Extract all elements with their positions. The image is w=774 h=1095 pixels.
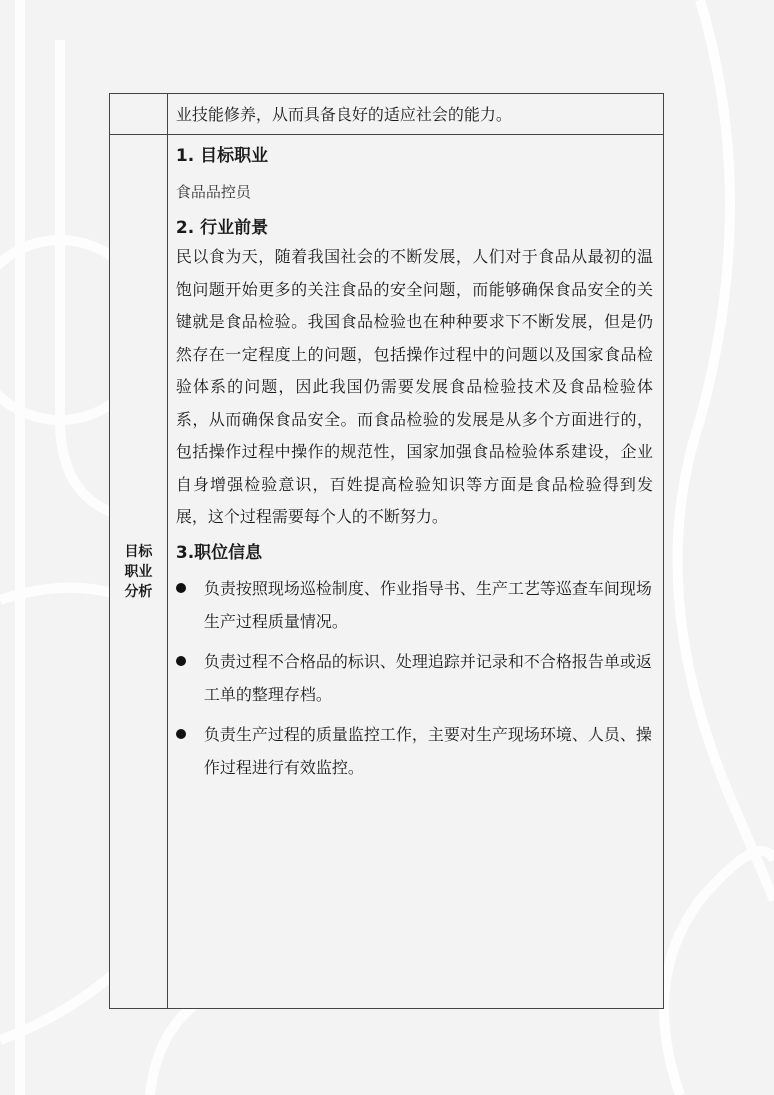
bullet-icon: [176, 656, 186, 666]
row-content: [167, 94, 663, 135]
heading-industry-outlook: 2. 行业前景: [175, 218, 269, 238]
list-item: [176, 718, 653, 784]
table-row: [110, 135, 664, 1009]
list-item: [176, 645, 653, 711]
row-label-empty: [110, 94, 168, 135]
list-item-text: 负责生产过程的质量监控工作，主要对生产现场环境、人员、操作过程进行有效监控。: [203, 724, 652, 777]
bullet-icon: [176, 583, 186, 593]
heading-target-job: 1. 目标职业: [175, 146, 269, 166]
table-row: [110, 94, 664, 135]
info-table: [109, 93, 664, 1009]
section-label: 目标职业分析: [124, 543, 153, 600]
position-list: [176, 572, 653, 784]
list-item-text: 负责过程不合格品的标识、处理追踪并记录和不合格报告单或返工单的整理存档。: [203, 651, 652, 704]
list-item: [176, 572, 653, 638]
list-item-text: 负责按照现场巡检制度、作业指导书、生产工艺等巡查车间现场生产过程质量情况。: [203, 578, 652, 631]
row-content: [167, 135, 663, 1009]
heading-position-info: 3.职位信息: [175, 542, 263, 563]
bullet-icon: [176, 729, 186, 739]
industry-outlook-text: 民以食为天，随着我国社会的不断发展，人们对于食品从最初的温饱问题开始更多的关注食品的安全问题，而能够确保食品安全的关键就是食品检验。我国食品检验也在种种要求下不断发展，但是仍然存在一定程度上的问题，包括操作过程中的问题以及国家食品检验体系的问题，因此我国仍需要发展食品检验技术及食品检验体系，从而确保食品安全。而食品检验的发展是从多个方面进行的，包括操作过程中操作的规范性，国家加强食品检验体系建设，企业自身增强检验意识，百姓提高检验知识等方面是食品检验得到发展，这个过程需要每个人的不断努力。: [175, 247, 653, 526]
continuation-text: 业技能修养，从而具备良好的适应社会的能力。: [175, 105, 512, 124]
row-label: [110, 135, 168, 1009]
target-job-value: 食品品控员: [175, 183, 251, 201]
